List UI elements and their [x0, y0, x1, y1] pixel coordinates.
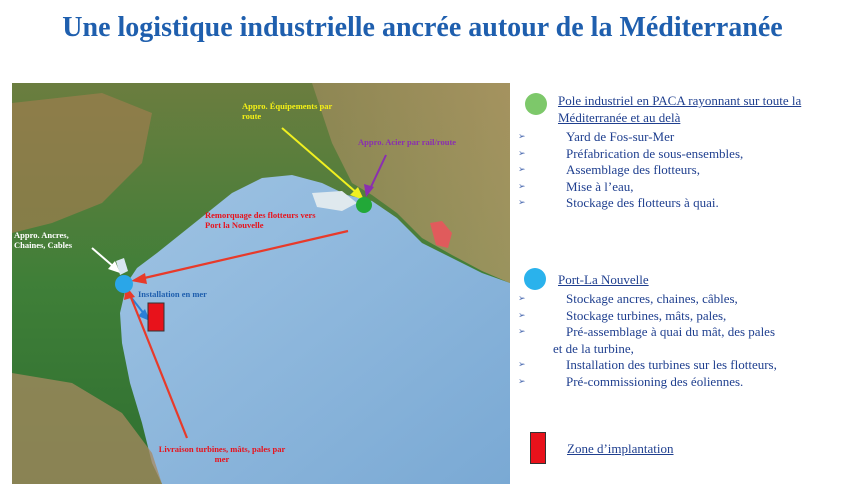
legend-nouvelle-heading: Port-La Nouvelle [558, 272, 649, 287]
page-title: Une logistique industrielle ancrée autour de la Méditerranée [62, 12, 783, 43]
label-remorquage: Remorquage des flotteurs vers Port la Nouvelle [205, 210, 316, 230]
chevron-icon: ➢ [518, 310, 526, 321]
legend-nouvelle-item: ➢ Pré-commissioning des éoliennes. [518, 373, 744, 389]
chevron-icon: ➢ [518, 360, 526, 370]
zone-implantation-marker [148, 303, 164, 331]
legend-paca-item: ➢ Mise à l’eau, [518, 178, 634, 194]
label-acier: Appro. Acier par rail/route [358, 137, 457, 147]
legend-nouvelle-continuation: et de la turbine, [553, 340, 634, 356]
chevron-icon: ➢ [518, 148, 526, 159]
legend-nouvelle-item: ➢ Stockage turbines, mâts, pales, [518, 307, 727, 323]
label-equipements: Appro. Équipements par route [242, 101, 333, 121]
legend-paca-item: ➢ Assemblage des flotteurs, [518, 162, 700, 177]
legend-paca-heading: Pole industriel en PACA rayonnant sur toute la Méditerranée et au delà [558, 93, 802, 125]
chevron-icon: ➢ [518, 198, 526, 208]
label-livraison: Livraison turbines, mâts, pales par mer [158, 444, 286, 464]
chevron-icon: ➢ [518, 165, 526, 175]
legend-paca-list [518, 129, 744, 212]
legend-nouvelle-item: ➢ Installation des turbines sur les flotteurs, [518, 357, 777, 372]
legend-nouvelle-item: ➢ Stockage ancres, chaines, câbles, [518, 291, 738, 306]
chevron-icon: ➢ [518, 376, 526, 387]
legend-paca-item: ➢ Yard de Fos-sur-Mer [518, 129, 675, 144]
label-installation: Installation en mer [138, 289, 207, 299]
legend-nouvelle-item: ➢ Pré-assemblage à quai du mât, des pales [518, 324, 776, 339]
legend-zone-swatch [530, 432, 546, 464]
chevron-icon: ➢ [518, 181, 526, 192]
map-panel [12, 83, 510, 484]
chevron-icon: ➢ [518, 132, 526, 142]
legend-green-dot [525, 93, 547, 115]
legend-blue-dot [524, 268, 546, 290]
chevron-icon: ➢ [518, 294, 526, 304]
label-ancres: Appro. Ancres, Chaines, Cables [14, 230, 73, 250]
legend-paca-item: ➢ Stockage des flotteurs à quai. [518, 195, 719, 210]
legend-paca-item: ➢ Préfabrication de sous-ensembles, [518, 145, 744, 161]
port-la-nouvelle-marker [115, 275, 133, 293]
legend-zone-label: Zone d’implantation [567, 441, 674, 456]
legend-nouvelle-list [518, 291, 777, 390]
chevron-icon: ➢ [518, 327, 526, 337]
fos-sur-mer-marker [356, 197, 372, 213]
